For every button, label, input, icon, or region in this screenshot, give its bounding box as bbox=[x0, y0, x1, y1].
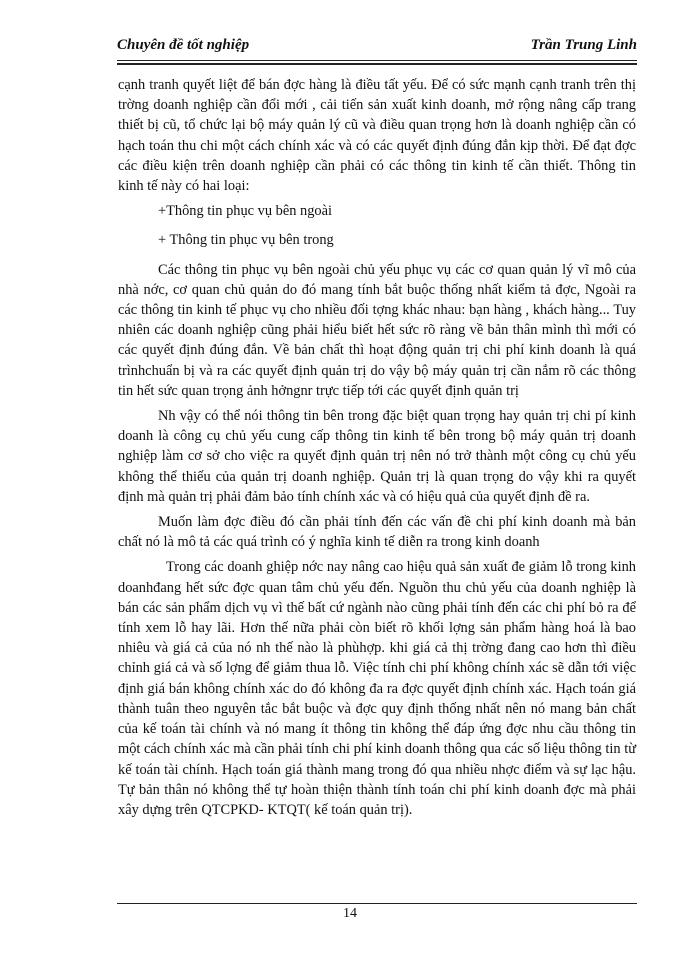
footer-rule bbox=[117, 903, 637, 904]
header-author-name: Trần Trung Linh bbox=[530, 37, 637, 53]
document-body bbox=[118, 75, 636, 825]
list-item-external-info: +Thông tin phục vụ bên ngoài bbox=[158, 203, 332, 220]
list-item-internal-info: + Thông tin phục vụ bên trong bbox=[158, 232, 334, 249]
paragraph-intro: cạnh tranh quyết liệt để bán đợc hàng là điều tất yếu. Để có sức mạnh cạnh tranh trên thị trờng doanh nghiệp cần đổi mới , cải tiến sản xuất kinh doanh, mở rộng nâng cấp trang thiết bị cũ, tổ chức lại bộ máy quản lý cũ và điều quan trọng hơn là doanh nghiệp cần có hạch toán thu chi một cách chính xác và có các quyết định đúng đắn kịp thời. Để đạt đợc các điều kiện trên doanh nghiệp cần phải có các thông tin kinh tế cần thiết. Thông tin kinh tế này có hai loại: bbox=[118, 77, 636, 195]
paragraph-external-info: Các thông tin phục vụ bên ngoài chủ yếu phục vụ các cơ quan quản lý vĩ mô của nhà nớc, cơ quan chủ quản do đó mang tính bắt buộc thống nhất kiểm tả đợc, Ngoài ra các thông tin kinh tế phục vụ cho nhiều đối tợng khác nhau: bạn hàng , khách hàng... Tuy nhiên các doanh nghiệp cũng phải hiểu biết hết sức rõ ràng về bản thân mình thì mới có các quyết định đúng đắn. Về bản chất thì hoạt động quản trị chi phí kinh doanh là quá trìnhchuẩn bị và ra các quyết định quản trị do vậy bộ máy quản trị cần nắm rõ các thông tin hết sức quan trọng ảnh hởngnr trực tiếp tới các quyết định quản trị bbox=[118, 261, 636, 399]
paragraph-cost-issues: Muốn làm đợc điều đó cần phải tính đến các vấn đề chi phí kinh doanh mà bản chất nó là mô tả các quá trình có ý nghĩa kinh tế diễn ra trong kinh doanh bbox=[118, 514, 636, 551]
paragraph-internal-info: Nh vậy có thể nói thông tin bên trong đặc biệt quan trọng hay quản trị chi pí kinh doanh là công cụ chủ yếu cung cấp thông tin kinh tế bên trong bộ máy quản trị doanh nghiệp làm cơ sở cho việc ra quyết định quản trị nên nó trở thành một công cụ chủ yếu không thể thiếu của quản trị doanh nghiệp. Quản trị là quan trọng do vậy khi ra quyết định mà quản trị phải đảm bảo tính chính xác và có hiệu quả của quyết định đề ra. bbox=[118, 408, 636, 505]
header-rule-thick bbox=[117, 63, 637, 65]
page-number: 14 bbox=[343, 906, 357, 921]
header-document-title: Chuyên đề tốt nghiệp bbox=[117, 37, 250, 53]
paragraph-enterprises: Trong các doanh ghiệp nớc nay nâng cao hiệu quả sản xuất đe giảm lỗ trong kinh doanhđang hết sức đợc quan tâm chủ yếu đến. Nguồn thu chủ yếu của doanh nghiệp là bán các sản phẩm dịch vụ vì thế bất cứ ngành nào cũng phải tính đến các chi phí bỏ ra để tính xem lỗ hay lãi. Hơn thế nữa phải còn biết rõ khối lợng sản phẩm hàng hoá là bao nhiêu và giá cả của nó nh thế nào là phùhợp. khi giá cả thị trờng đang cao hơn thì điều chỉnh giá cả và số lợng để giảm thua lỗ. Việc tính chi phí không chính xác sẽ dẫn tới việc định giá bán không chính xác do đó không đa ra đợc quyết định chính xác. Hạch toán giá thành tuân theo nguyên tắc bắt buộc và đợc quy định thống nhất nên nó mang bản chất của kế toán tài chính và nó mang ít thông tin không thể đáp ứng đợc nhu cầu thông tin một cách chính xác mà cần phải tính chi phí kinh doanh thông qua các số liệu thông tin từ kế toán tài chính. Hạch toán giá thành mang trong đó qua nhiều nhợc điểm và sự lạc hậu. Tự bản thân nó không thể tự hoàn thiện thành tính toán chi phí kinh doanh đợc mà phải xây dựng trên QTCPKD- KTQT( kế toán quản trị). bbox=[118, 559, 636, 818]
header-rule-thin bbox=[117, 60, 637, 61]
page-header bbox=[117, 37, 637, 59]
